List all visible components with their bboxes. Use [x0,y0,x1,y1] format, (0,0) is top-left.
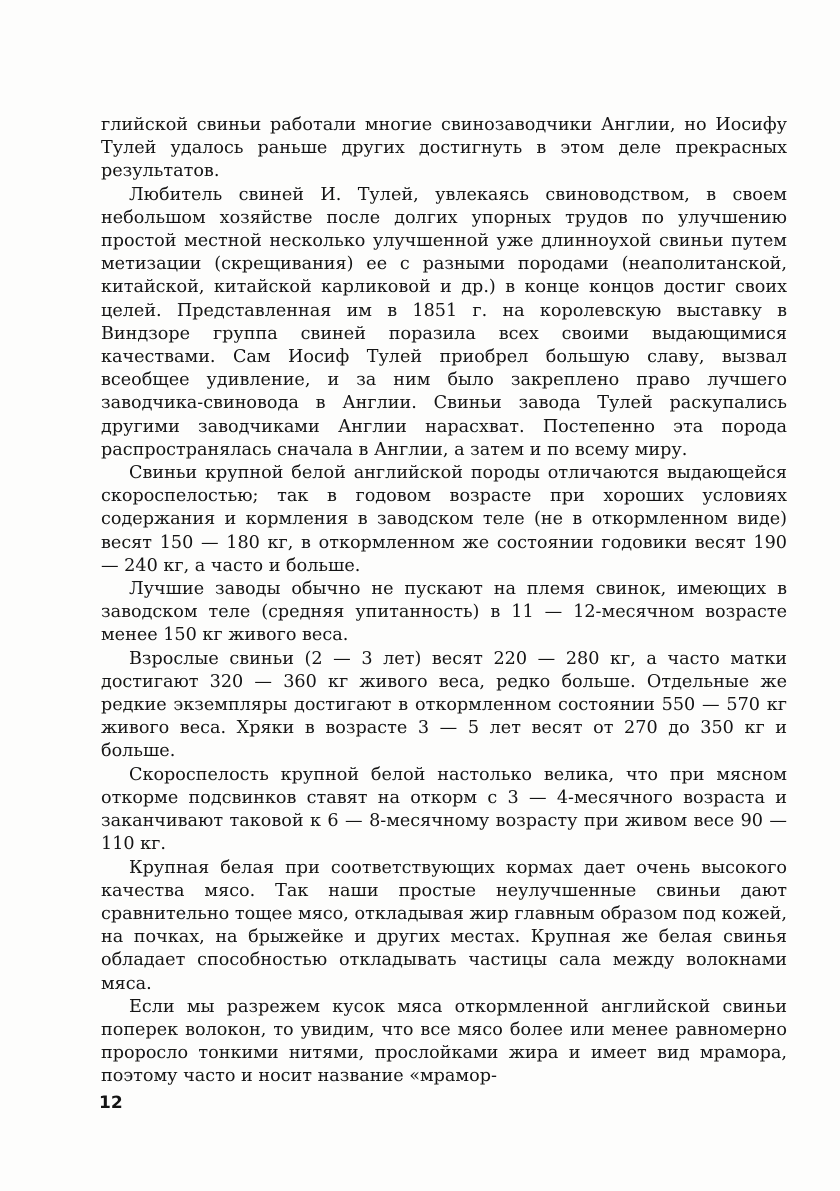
paragraph-6: Скороспелость крупной белой настолько велика, что при мясном откорме подсвинков ставят на откорм с 3 — 4-месячного возраста и заканчивают таковой к 6 — 8-месячному возрасту при живом весе 90 — 110 кг. [101,764,787,855]
paragraph-4: Лучшие заводы обычно не пускают на племя свинок, имеющих в заводском теле (средняя упитанность) в 11 — 12-месячном возрасте менее 150 кг живого веса. [101,579,787,646]
page-number: 12 [99,1093,123,1113]
paragraph-7: Крупная белая при соответствующих кормах дает очень высокого качества мясо. Так наши простые неулучшенные свиньи дают сравнительно тощее мясо, откладывая жир главным образом под кожей, на почках, на брыжейке и других местах. Крупная же белая свинья обладает способностью откладывать частицы сала между волокнами мяса. [101,857,787,994]
paragraph-8: Если мы разрежем кусок мяса откормленной английской свиньи поперек волокон, то увидим, что все мясо более или менее равномерно проросло тонкими нитями, прослойками жира и имеет вид мрамора, поэтому часто и носит название «мрамор- [101,996,787,1087]
body-text [101,114,787,1089]
paragraph-2: Любитель свиней И. Тулей, увлекаясь свиноводством, в своем небольшом хозяйстве после долгих упорных трудов по улучшению простой местной несколько улучшенной уже длинноухой свиньи путем метизации (скрещивания) ее с разными породами (неаполитанской, китайской, китайской карликовой и др.) в конце концов достиг своих целей. Представленная им в 1851 г. на королевскую выставку в Виндзоре группа свиней поразила всех своими выдающимися качествами. Сам Иосиф Тулей приобрел большую славу, вызвал всеобщее удивление, и за ним было закреплено право лучшего заводчика-свиновода в Англии. Свиньи завода Тулей раскупались другими заводчиками Англии нарасхват. Постепенно эта порода распространялась сначала в Англии, а затем и по всему миру. [101,184,787,460]
paragraph-3: Свиньи крупной белой английской породы отличаются выдающейся скороспелостью; так в годовом возрасте при хороших условиях содержания и кормления в заводском теле (не в откормленном виде) весят 150 — 180 кг, в откормленном же состоянии годовики весят 190 — 240 кг, а часто и больше. [101,463,787,576]
paragraph-1: глийской свиньи работали многие свинозаводчики Англии, но Иосифу Тулей удалось раньше других достигнуть в этом деле прекрасных результатов. [101,115,787,182]
paragraph-5: Взрослые свиньи (2 — 3 лет) весят 220 — 280 кг, а часто матки достигают 320 — 360 кг живого веса, редко больше. Отдельные же редкие экземпляры достигают в откормленном состоянии 550 — 570 кг живого веса. Хряки в возрасте 3 — 5 лет весят от 270 до 350 кг и больше. [101,648,787,762]
